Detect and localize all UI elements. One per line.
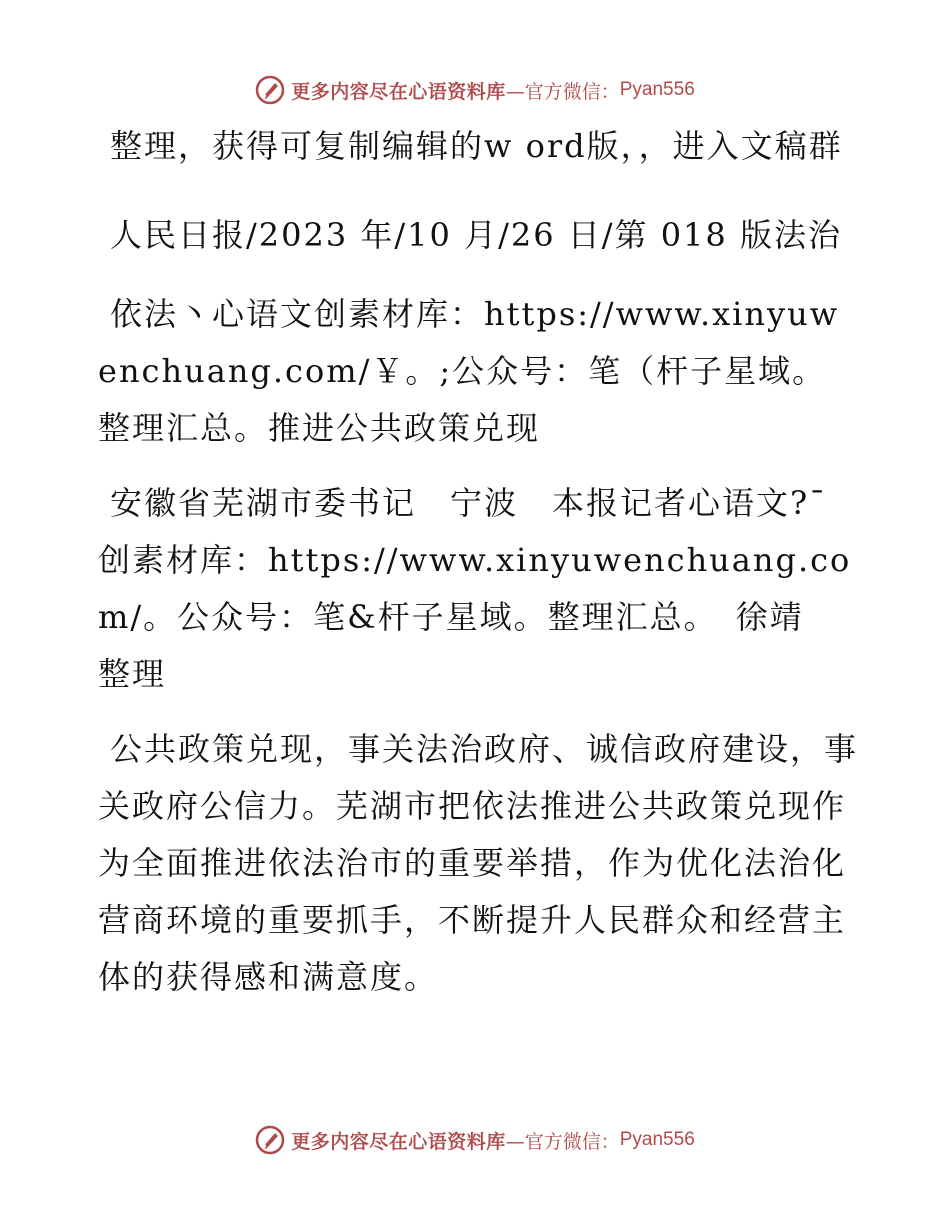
header-banner-separator: —官方微信：: [505, 80, 620, 103]
pen-logo-icon: [255, 75, 285, 105]
header-banner-text: 更多内容尽在心语资料库: [291, 80, 506, 103]
footer-banner-separator: —官方微信：: [505, 1130, 620, 1153]
header-banner: [0, 70, 950, 110]
paragraph-body: 公共政策兑现，事关法治政府、诚信政府建设，事关政府公信力。芜湖市把依法推进公共政策兑现作为全面推进依法治市的重要举措，作为优化法治化营商环境的重要抓手，不断提升人民群众和经营主体的获得感和满意度。: [98, 730, 859, 996]
footer-banner-contact: Pyan556: [619, 1129, 695, 1150]
pen-logo-icon: [255, 1125, 285, 1155]
header-banner-contact: Pyan556: [619, 79, 695, 100]
paragraph-byline: 安徽省芜湖市委书记 宁波 本报记者心语文?¯创素材库：https://www.xinyuwenchuang.com/。公众号：笔&杆子星域。整理汇总。 徐靖 整理: [98, 484, 852, 693]
paragraph-source: 人民日报/2023 年/10 月/26 日/第 018 版法治: [110, 216, 842, 254]
footer-banner-text: 更多内容尽在心语资料库: [291, 1130, 506, 1153]
paragraph-title: 依法丶心语文创素材库：https://www.xinyuwenchuang.com/￥。;公众号：笔（杆子星域。整理汇总。推进公共政策兑现: [98, 295, 840, 447]
paragraph-intro: 整理，获得可复制编辑的w ord版，，进入文稿群: [110, 127, 843, 165]
document-body: [98, 118, 858, 1024]
footer-banner: [0, 1120, 950, 1160]
